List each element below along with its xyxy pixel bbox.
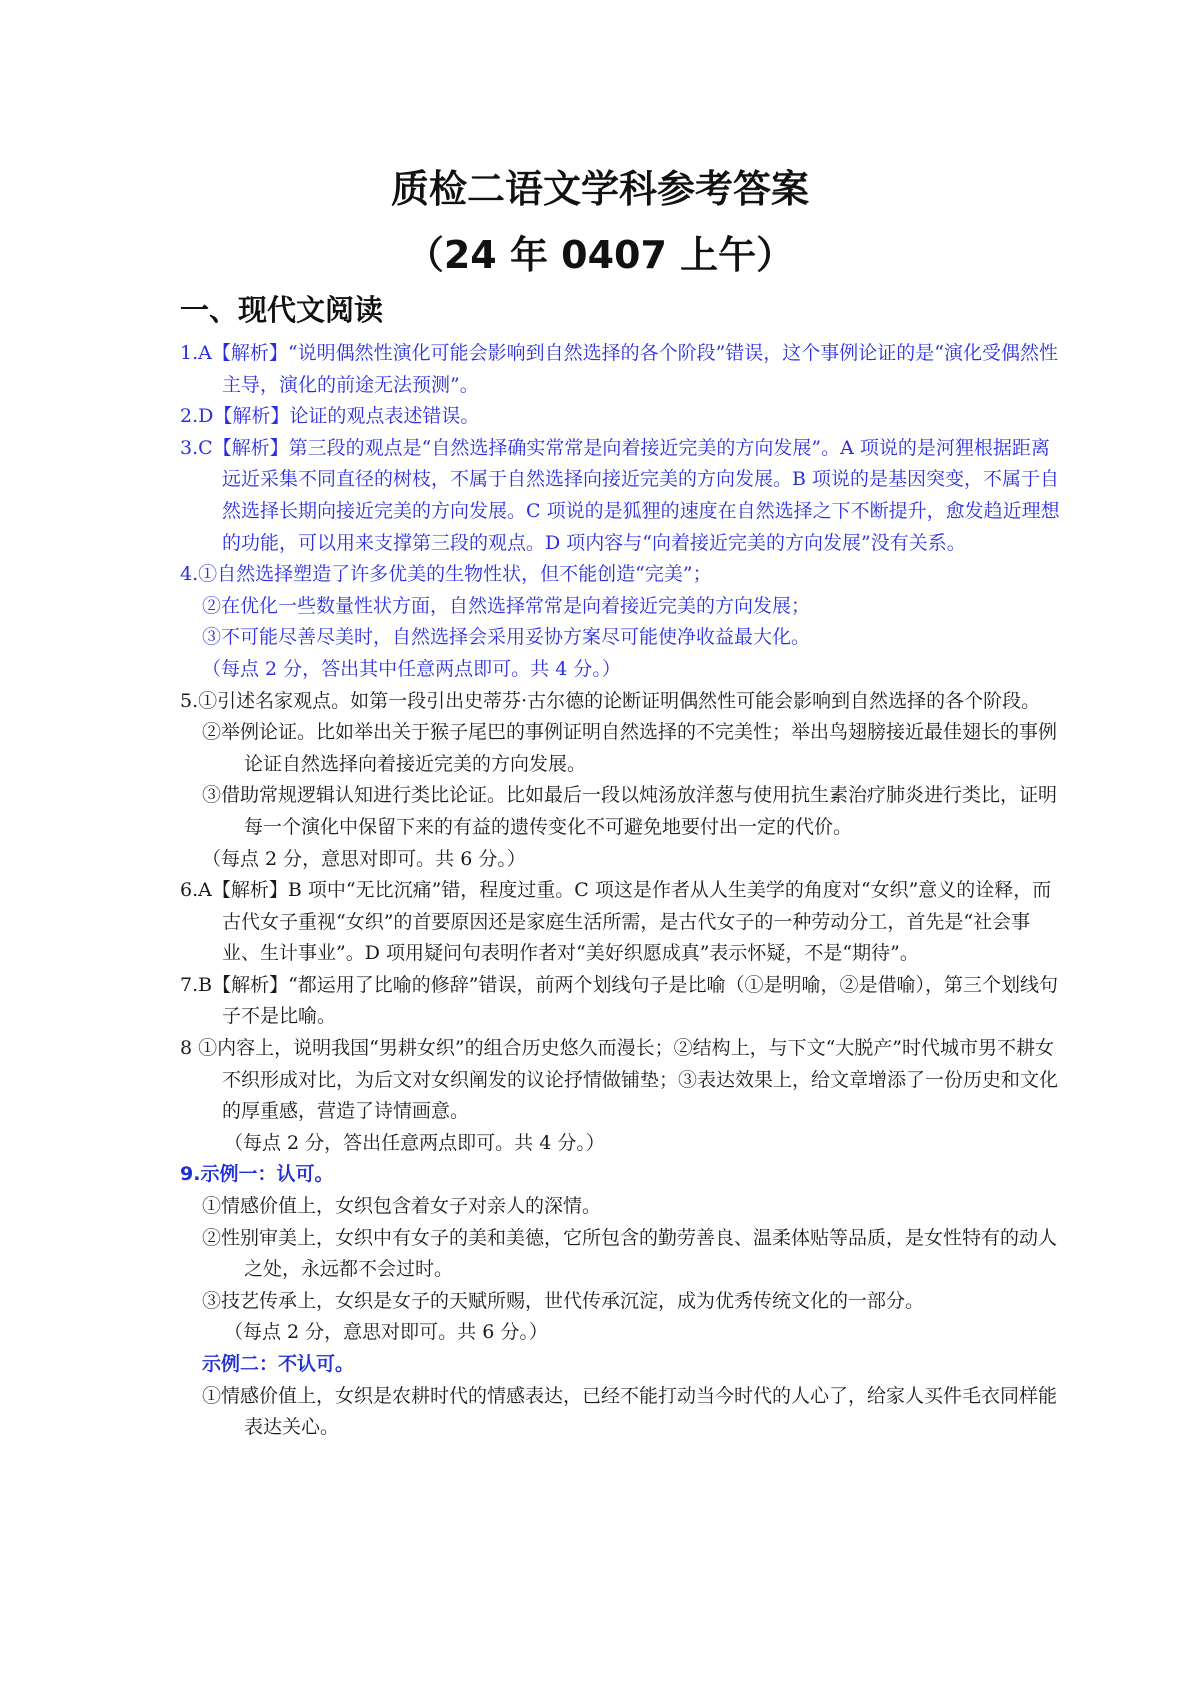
answer-q5-point-3: ③借助常规逻辑认知进行类比论证。比如最后一段以炖汤放洋葱与使用抗生素治疗肺炎进行类比，证明每一个演化中保留下来的有益的遗传变化不可避免地要付出一定的代价。 bbox=[202, 784, 1058, 838]
answer-q5-point-2: ②举例论证。比如举出关于猴子尾巴的事例证明自然选择的不完美性；举出鸟翅膀接近最佳翅长的事例论证自然选择向着接近完美的方向发展。 bbox=[202, 721, 1058, 775]
answer-text: ①内容上，说明我国“男耕女织”的组合历史悠久而漫长；②结构上，与下文“大脱产”时代城市男不耕女不织形成对比，为后文对女织阐发的议论抒情做铺垫；③表达效果上，给文章增添了一份历史和文化的厚重感，营造了诗情画意。 bbox=[198, 1037, 1059, 1123]
answer-q3 bbox=[180, 433, 1060, 559]
answer-q2 bbox=[180, 401, 1060, 433]
answer-label: 6.A【解析】 bbox=[180, 879, 288, 902]
answer-label: 5. bbox=[180, 689, 199, 712]
answer-q5-note: （每点 2 分，意思对即可。共 6 分。） bbox=[202, 847, 526, 870]
answer-q4-note: （每点 2 分，答出其中任意两点即可。共 4 分。） bbox=[202, 657, 621, 680]
answer-q9-example1-point-2: ②性别审美上，女织中有女子的美和美德，它所包含的勤劳善良、温柔体贴等品质，是女性特有的动人之处，永远都不会过时。 bbox=[202, 1226, 1058, 1281]
answer-text: B 项中“无比沉痛”错，程度过重。C 项这是作者从人生美学的角度对“女织”意义的诠释，而古代女子重视“女织”的首要原因还是家庭生活所需，是古代女子的一种劳动分工，首先是“社会事业、生计事业”。D 项用疑问句表明作者对“美好织愿成真”表示怀疑，不是“期待”。 bbox=[222, 879, 1052, 965]
answer-label: 4. bbox=[180, 563, 199, 586]
answer-q7 bbox=[180, 970, 1060, 1033]
answer-q4-point-3: ③不可能尽善尽美时，自然选择会采用妥协方案尽可能使净收益最大化。 bbox=[202, 626, 811, 649]
answer-q1 bbox=[180, 338, 1060, 401]
answer-q9-example1-note: （每点 2 分，意思对即可。共 6 分。） bbox=[224, 1321, 548, 1344]
answer-text: ①引述名家观点。如第一段引出史蒂芬·古尔德的论断证明偶然性可能会影响到自然选择的各个阶段。 bbox=[198, 689, 1041, 712]
answer-q4-point-1 bbox=[180, 559, 1060, 591]
document-subtitle: （24 年 0407 上午） bbox=[405, 233, 795, 277]
answer-q6 bbox=[180, 875, 1060, 970]
answer-q8 bbox=[180, 1033, 1060, 1128]
answer-label: 7.B【解析】 bbox=[180, 973, 289, 996]
answer-label: 2.D【解析】 bbox=[180, 405, 290, 428]
answer-text: “都运用了比喻的修辞”错误，前两个划线句子是比喻（①是明喻，②是借喻），第三个划线句子不是比喻。 bbox=[222, 973, 1059, 1028]
answer-q9-example2-point-1: ①情感价值上，女织是农耕时代的情感表达，已经不能打动当今时代的人心了，给家人买件毛衣同样能表达关心。 bbox=[202, 1384, 1058, 1439]
section-heading: 一、现代文阅读 bbox=[180, 293, 384, 327]
answer-label: 8 bbox=[180, 1037, 199, 1060]
answer-text: ①自然选择塑造了许多优美的生物性状，但不能创造“完美”； bbox=[198, 563, 712, 586]
answer-q9-example1-heading: 9.示例一：认可。 bbox=[180, 1163, 334, 1186]
answer-q9-example2-heading: 示例二：不认可。 bbox=[202, 1353, 355, 1375]
document-title: 质检二语文学科参考答案 bbox=[390, 167, 809, 211]
answer-q9-example1-point-3: ③技艺传承上，女织是女子的天赋所赐，世代传承沉淀，成为优秀传统文化的一部分。 bbox=[202, 1289, 925, 1312]
answer-text: 第三段的观点是“自然选择确实常常是向着接近完美的方向发展”。A 项说的是河狸根据距离远近采集不同直径的树枝，不属于自然选择向接近完美的方向发展。B 项说的是基因突变，不属于自然选择长期向接近完美的方向发展。C 项说的是狐狸的速度在自然选择之下不断提升，愈发趋近理想的功能，可以用来支撑第三段的观点。D 项内容与“向着接近完美的方向发展”没有关系。 bbox=[222, 436, 1060, 554]
answer-q8-note: （每点 2 分，答出任意两点即可。共 4 分。） bbox=[224, 1131, 605, 1154]
answer-label: 1.A【解析】 bbox=[180, 342, 288, 364]
answers-content bbox=[180, 338, 1060, 1444]
answer-q4-point-2: ②在优化一些数量性状方面，自然选择常常是向着接近完美的方向发展； bbox=[202, 594, 811, 617]
answer-text: “说明偶然性演化可能会影响到自然选择的各个阶段”错误，这个事例论证的是“演化受偶然性主导，演化的前途无法预测”。 bbox=[222, 342, 1059, 396]
answer-q5-point-1 bbox=[180, 686, 1060, 718]
answer-q9-example1-point-1: ①情感价值上，女织包含着女子对亲人的深情。 bbox=[202, 1195, 602, 1218]
answer-text: 论证的观点表述错误。 bbox=[289, 405, 480, 428]
answer-label: 3.C【解析】 bbox=[180, 436, 289, 459]
